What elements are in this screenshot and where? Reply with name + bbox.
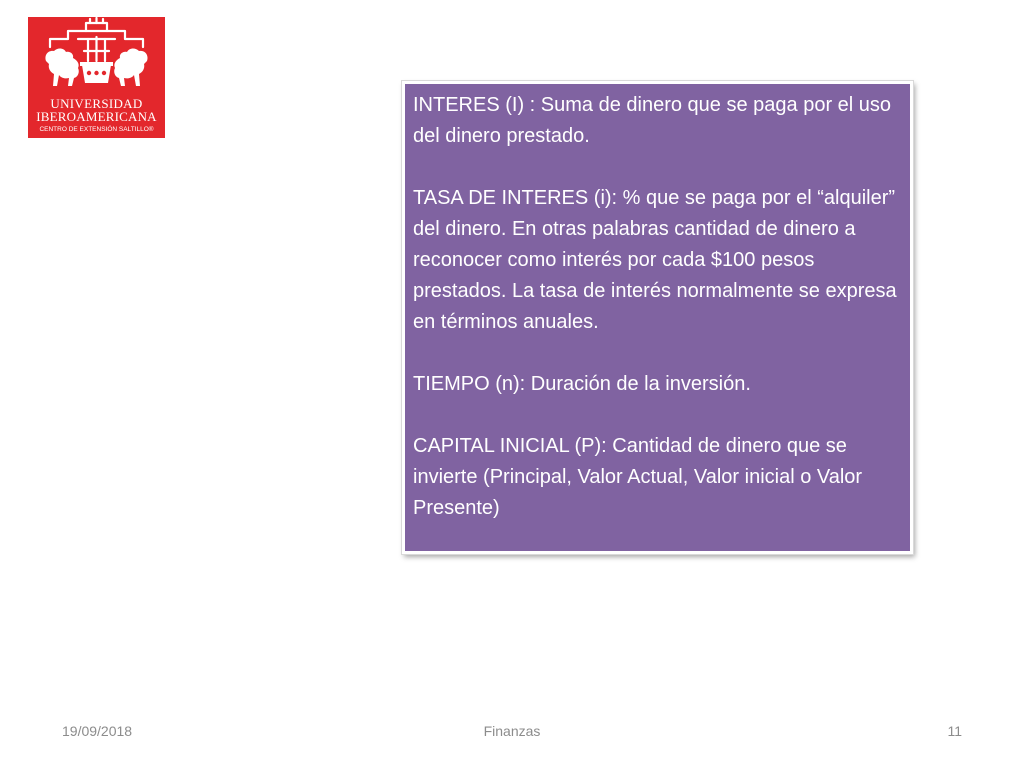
definition-tasa-de-interes: TASA DE INTERES (i): % que se paga por el “alquiler” del dinero. En otras palabras cantidad de dinero a reconocer como interés por cada $100 pesos prestados. La tasa de interés normalmente se expresa en términos anuales. bbox=[413, 187, 897, 333]
crest-icon bbox=[28, 17, 165, 97]
slide-number: 11 bbox=[947, 723, 962, 739]
definitions-box bbox=[402, 81, 913, 554]
logo-iberoamericana-label: IBEROAMERICANA bbox=[36, 109, 157, 124]
footer-date: 19/09/2018 bbox=[62, 723, 133, 739]
footer-title: Finanzas bbox=[483, 723, 541, 739]
logo-university-label: UNIVERSIDAD bbox=[50, 96, 143, 111]
definition-tiempo: TIEMPO (n): Duración de la inversión. bbox=[413, 373, 751, 395]
university-logo bbox=[28, 17, 165, 138]
definition-interes: INTERES (I) : Suma de dinero que se paga por el uso del dinero prestado. bbox=[413, 94, 892, 147]
definition-capital-inicial: CAPITAL INICIAL (P): Cantidad de dinero que se invierte (Principal, Valor Actual, Valor inicial o Valor Presente) bbox=[413, 435, 863, 519]
logo-campus-label: CENTRO DE EXTENSIÓN SALTILLO® bbox=[39, 126, 154, 133]
